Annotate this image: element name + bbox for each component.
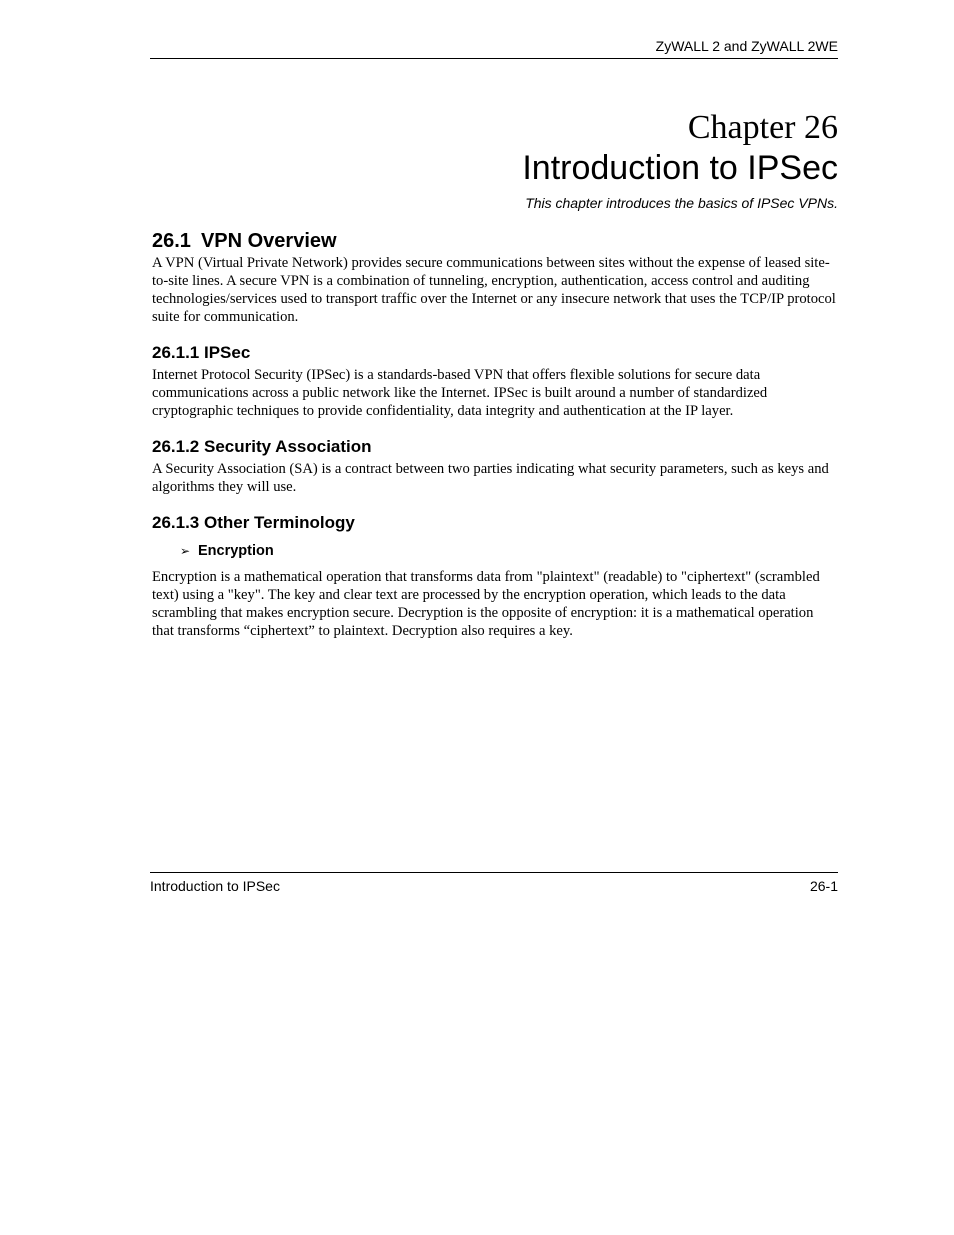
subsection-heading-ipsec: 26.1.1 IPSec (152, 343, 251, 362)
chapter-title: Introduction to IPSec (522, 149, 838, 187)
running-header: ZyWALL 2 and ZyWALL 2WE (150, 36, 838, 59)
subsection-heading-security-association: 26.1.2 Security Association (152, 437, 372, 456)
arrow-bullet-icon: ➢ (180, 544, 191, 558)
encryption-body: Encryption is a mathematical operation that transforms data from "plaintext" (readable) to "ciphertext" (scrambled text) using a "key". The key and clear text are processed by the encryption operation, which leads to the data scrambling that makes encryption secure. Decryption is the opposite of encryption: it is a mathematical operation that transforms “ciphertext” to plaintext. Decryption also requires a key. (152, 569, 820, 639)
footer-page-number: 26-1 (809, 878, 838, 894)
footer-chapter-title: Introduction to IPSec (150, 878, 280, 894)
chapter-number: Chapter 26 (687, 109, 838, 146)
bullet-item-encryption (180, 542, 838, 560)
main-content (152, 228, 838, 640)
section-body: A VPN (Virtual Private Network) provides secure communications between sites without the expense of leased site-to-site lines. A secure VPN is a combination of tunneling, encryption, authentication, access control and auditing technologies/services used to transport traffic over the Internet or any insecure network that uses the TCP/IP protocol suite for communication. (152, 255, 836, 325)
subsection-heading-other-terminology: 26.1.3 Other Terminology (152, 513, 355, 532)
running-footer (150, 872, 838, 897)
subsection-body-security-association: A Security Association (SA) is a contract between two parties indicating what security parameters, such as keys and algorithms they will use. (152, 461, 829, 495)
bullet-label: Encryption (198, 543, 274, 559)
subsection-body-ipsec: Internet Protocol Security (IPSec) is a standards-based VPN that offers flexible solutions for secure data communications across a public network like the Internet. IPSec is built around a number of standardized cryptographic techniques to provide confidentiality, data integrity and authentication at the IP layer. (152, 367, 768, 419)
chapter-heading (150, 108, 838, 212)
section-heading (152, 228, 838, 254)
chapter-intro: This chapter introduces the basics of IPSec VPNs. (525, 195, 838, 211)
section-title: VPN Overview (200, 230, 337, 252)
section-number: 26.1 (152, 230, 191, 252)
